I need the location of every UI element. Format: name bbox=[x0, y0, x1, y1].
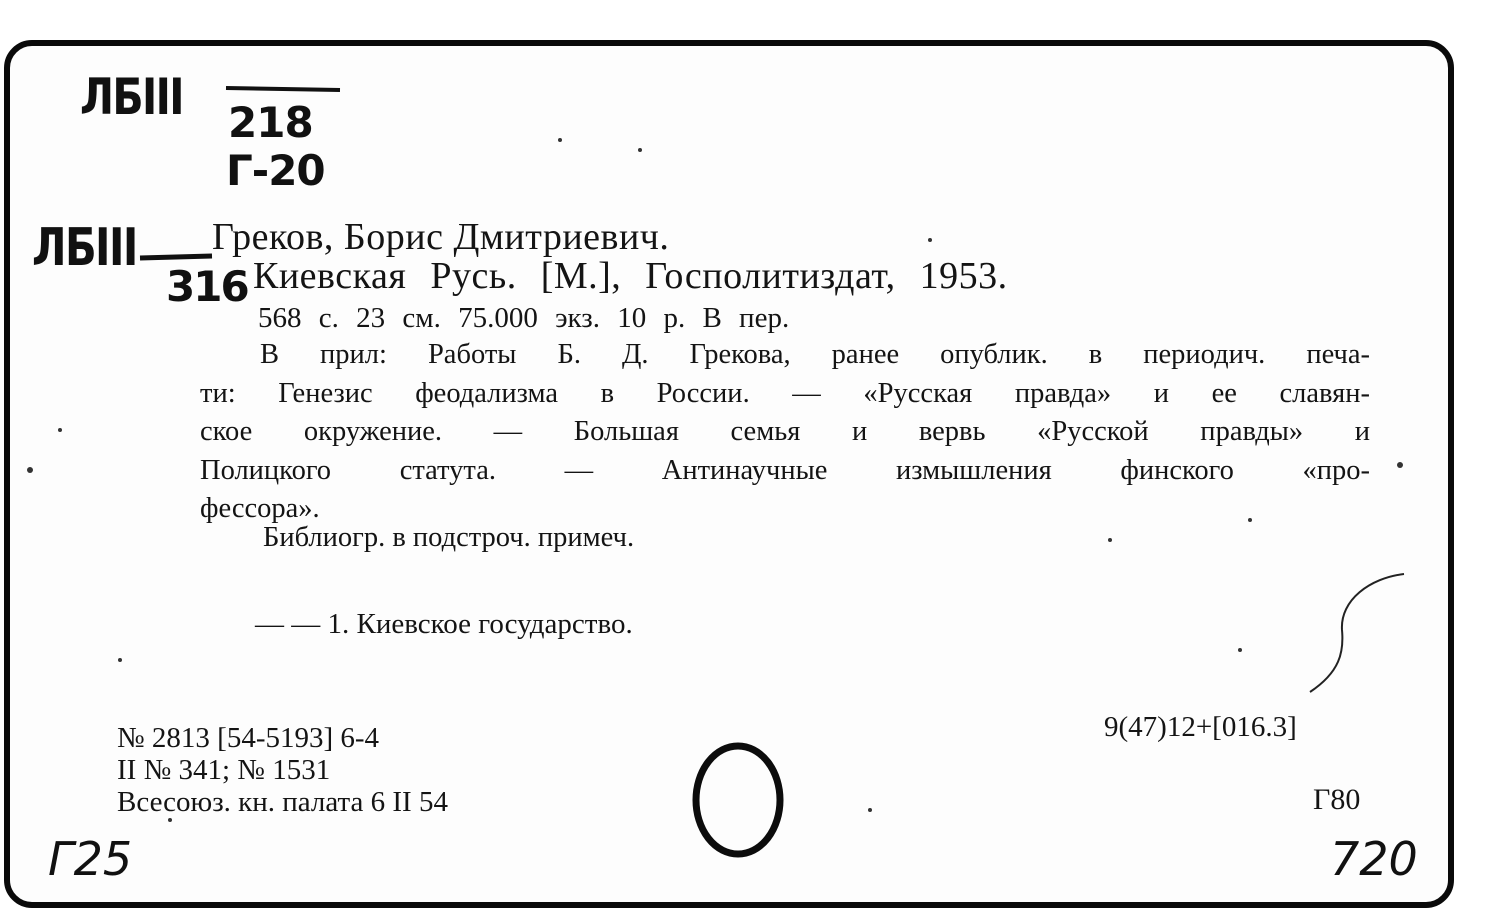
card-punch-hole bbox=[696, 746, 780, 854]
title-line: Киевская Русь. [М.], Госполитиздат, 1953. bbox=[253, 255, 1008, 297]
handwritten-shelfmark-main-number: 316 bbox=[166, 262, 248, 311]
subject-heading: — — 1. Киевское государство. bbox=[255, 608, 633, 640]
contents-line: Полицкого статута. — Антинаучные измышления финского «про- bbox=[200, 454, 1370, 486]
author-mark: Г80 bbox=[1313, 783, 1361, 816]
handwritten-shelfmark-main: ЛБIII bbox=[32, 218, 137, 278]
contents-line: ское окружение. — Большая семья и вервь «Русской правды» и bbox=[200, 416, 1370, 447]
contents-line: фессора». bbox=[200, 493, 320, 524]
imprint-line: Всесоюз. кн. палата 6 II 54 bbox=[117, 786, 448, 818]
handwritten-bottom-left: Г25 bbox=[48, 832, 133, 886]
author-heading: Греков, Борис Дмитриевич. bbox=[212, 216, 670, 258]
paper-specks bbox=[27, 138, 1403, 822]
contents-line: ти: Генезис феодализма в России. — «Русская правда» и ее славян- bbox=[200, 377, 1370, 409]
contents-line: В прил: Работы Б. Д. Грекова, ранее опублик. в периодич. печа- bbox=[260, 339, 1370, 370]
collation-line: 568 с. 23 см. 75.000 экз. 10 р. В пер. bbox=[258, 302, 790, 334]
handwritten-shelfmark-top: ЛБIII bbox=[80, 68, 183, 126]
handwritten-shelfmark-top-number: 218 bbox=[228, 98, 313, 147]
shelfmark-underline bbox=[226, 88, 340, 90]
bibliography-note: Библиогр. в подстроч. примеч. bbox=[263, 522, 635, 553]
shelfmark-dash bbox=[140, 256, 212, 258]
imprint-line: II № 341; № 1531 bbox=[117, 754, 331, 786]
udc-classification: 9(47)12+[016.3] bbox=[1104, 711, 1297, 743]
handwritten-shelfmark-top-sub: Г-20 bbox=[226, 146, 325, 195]
handwritten-bottom-right: 720 bbox=[1330, 832, 1418, 886]
curved-pencil-mark bbox=[1310, 574, 1404, 692]
imprint-line: № 2813 [54-5193] 6-4 bbox=[117, 722, 380, 754]
